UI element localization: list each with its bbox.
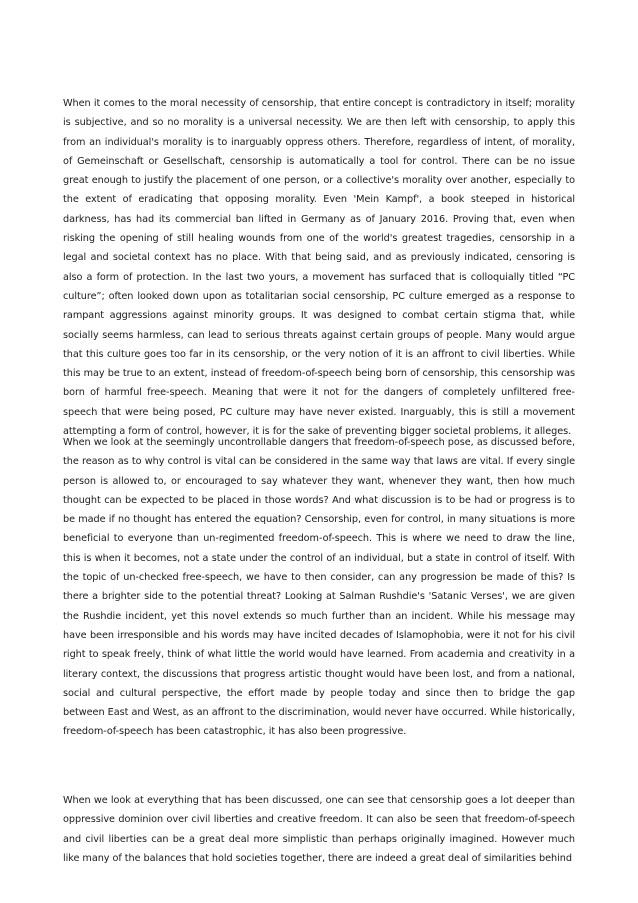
paragraph-moral-necessity: When it comes to the moral necessity of censorship, that entire concept is contradictory in itself; morality is subjective, and so no morality is a universal necessity. We are then left with censorship, to apply this from an individual's morality is to inarguably oppress others. Therefore, regardless of intent, of morality, of Gemeinschaft or Gesellschaft, censorship is automatically a tool for control. There can be no issue great enough to justify the placement of one person, or a collective's morality over another, especially to the extent of eradicating that opposing morality. Even 'Mein Kampf', a book steeped in historical darkness, has had its commercial ban lifted in Germany as of January 2016. Proving that, even when risking the opening of still healing wounds from one of the world's greatest tragedies, censorship in a legal and societal context has no place. With that being said, and as previously indicated, censoring is also a form of protection. In the last two yours, a movement has surfaced that is colloquially titled “PC culture”; often looked down upon as totalitarian social censorship, PC culture emerged as a response to rampant aggressions against minority groups. It was designed to combat certain stigma that, while socially seems harmless, can lead to serious threats against certain groups of people. Many would argue that this culture goes too far in its censorship, or the very notion of it is an affront to civil liberties. While this may be true to an extent, instead of freedom-of-speech being born of censorship, this censorship was born of harmful free-speech. Meaning that were it not for the dangers of completely unfiltered free-speech that were being posed, PC culture may have never existed. Inarguably, this is still a movement attempting a form of control, however, it is for the sake of preventing bigger societal problems, it alleges. [63,98,575,438]
paragraph-conclusion: When we look at everything that has been discussed, one can see that censorship goes a lot deeper than oppressive dominion over civil liberties and creative freedom. It can also be seen that freedom-of-speech and civil liberties can be a great deal more simplistic than perhaps originally imagined. However much like many of the balances that hold societies together, there are indeed a great deal of similarities behind [63,795,575,864]
paragraph-dangers-free-speech: When we look at the seemingly uncontrollable dangers that freedom-of-speech pose, as discussed before, the reason as to why control is vital can be considered in the same way that laws are vital. If every single person is allowed to, or encouraged to say whatever they want, whenever they want, then how much thought can be expected to be placed in those words? And what discussion is to be had or progress is to be made if no thought has entered the equation? Censorship, even for control, in many situations is more beneficial to everyone than un-regimented freedom-of-speech. This is where we need to draw the line, this is when it becomes, not a state under the control of an individual, but a state in control of itself. With the topic of un-checked free-speech, we have to then consider, can any progression be made of this? Is there a brighter side to the potential threat? Looking at Salman Rushdie's 'Satanic Verses', we are given the Rushdie incident, yet this novel extends so much further than an incident. While his message may have been irresponsible and his words may have incited decades of Islamophobia, were it not for his civil right to speak freely, think of what little the world would have learned. From academia and creativity in a literary context, the discussions that progress artistic thought would have been lost, and from a national, social and cultural perspective, the effort made by people today and since then to bridge the gap between East and West, as an affront to the discrimination, would never have occurred. While historically, freedom-of-speech has been catastrophic, it has also been progressive. [63,437,575,738]
